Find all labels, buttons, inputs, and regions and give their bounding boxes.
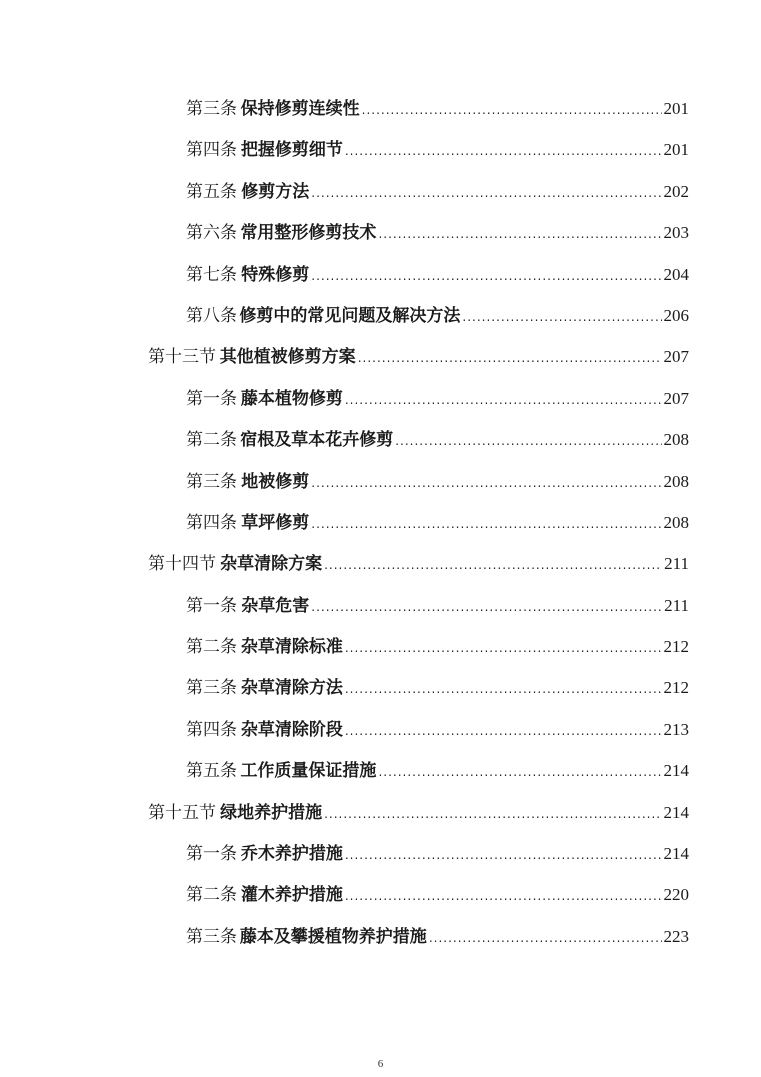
toc-article-entry[interactable] xyxy=(0,585,689,626)
toc-dot-leader xyxy=(345,711,662,752)
toc-entry-page: 206 xyxy=(663,305,689,325)
toc-entry-number: 第十四节 xyxy=(148,554,216,575)
toc-article-entry[interactable] xyxy=(0,667,689,708)
toc-entry-number: 第十三节 xyxy=(148,347,216,368)
toc-dot-leader xyxy=(311,587,662,628)
toc-entry-title: 工作质量保证措施 xyxy=(240,761,377,782)
toc-dot-leader xyxy=(345,669,662,710)
toc-entry-title: 其他植被修剪方案 xyxy=(219,347,356,368)
toc-entry-page: 207 xyxy=(663,347,689,367)
toc-article-entry[interactable] xyxy=(0,916,689,957)
table-of-contents xyxy=(0,88,761,957)
toc-dot-leader xyxy=(345,835,662,876)
toc-entry-number: 第三条 xyxy=(186,678,237,699)
toc-entry-number: 第四条 xyxy=(186,512,237,533)
toc-article-entry[interactable] xyxy=(0,709,689,750)
toc-dot-leader xyxy=(429,918,662,959)
toc-dot-leader xyxy=(345,380,662,421)
toc-entry-title: 藤本植物修剪 xyxy=(240,388,343,409)
toc-dot-leader xyxy=(311,256,661,297)
toc-entry-title: 杂草清除阶段 xyxy=(240,719,343,740)
toc-entry-page: 207 xyxy=(663,388,689,408)
toc-entry-number: 第四条 xyxy=(186,140,237,161)
toc-entry-page: 213 xyxy=(663,719,689,739)
toc-entry-title: 绿地养护措施 xyxy=(220,802,323,823)
toc-entry-title: 草坪修剪 xyxy=(241,512,310,533)
toc-entry-title: 杂草清除方法 xyxy=(240,678,343,699)
toc-entry-page: 223 xyxy=(663,926,689,946)
toc-article-entry[interactable] xyxy=(0,833,689,874)
toc-entry-page: 212 xyxy=(663,678,689,698)
toc-dot-leader xyxy=(324,545,662,586)
toc-entry-title: 修剪方法 xyxy=(241,181,310,202)
toc-entry-page: 214 xyxy=(663,802,689,822)
toc-entry-title: 宿根及草本花卉修剪 xyxy=(240,430,394,451)
toc-article-entry[interactable] xyxy=(0,626,689,667)
toc-entry-title: 常用整形修剪技术 xyxy=(240,223,377,244)
toc-entry-number: 第十五节 xyxy=(148,802,216,823)
toc-dot-leader xyxy=(358,338,662,379)
toc-entry-number: 第四条 xyxy=(186,719,237,740)
toc-entry-title: 乔木养护措施 xyxy=(240,844,343,865)
toc-entry-number: 第八条 xyxy=(186,305,237,326)
toc-entry-number: 第三条 xyxy=(186,99,237,119)
toc-entry-number: 第二条 xyxy=(186,430,237,451)
toc-section-entry[interactable] xyxy=(0,792,689,833)
toc-entry-page: 204 xyxy=(663,264,689,284)
toc-entry-number: 第三条 xyxy=(186,926,237,947)
toc-entry-title: 杂草危害 xyxy=(241,595,310,616)
toc-dot-leader xyxy=(395,421,661,462)
toc-entry-number: 第一条 xyxy=(186,388,237,409)
toc-entry-title: 杂草清除标准 xyxy=(240,637,343,658)
toc-dot-leader xyxy=(362,90,662,131)
toc-entry-number: 第五条 xyxy=(186,181,237,202)
page-number: 6 xyxy=(377,1058,384,1070)
toc-dot-leader xyxy=(378,214,661,255)
toc-dot-leader xyxy=(378,752,661,793)
toc-entry-page: 208 xyxy=(663,471,689,491)
toc-article-entry[interactable] xyxy=(0,295,689,336)
toc-entry-title: 杂草清除方案 xyxy=(220,554,323,575)
toc-entry-page: 202 xyxy=(663,181,689,201)
toc-section-entry[interactable] xyxy=(0,336,689,377)
toc-dot-leader xyxy=(311,173,661,214)
toc-entry-title: 藤本及攀援植物养护措施 xyxy=(239,926,427,947)
toc-entry-number: 第二条 xyxy=(186,637,237,658)
toc-entry-title: 把握修剪细节 xyxy=(240,140,343,161)
toc-entry-title: 特殊修剪 xyxy=(241,264,310,285)
toc-article-entry[interactable] xyxy=(0,874,689,915)
toc-entry-number: 第六条 xyxy=(186,223,237,244)
toc-article-entry[interactable] xyxy=(0,88,689,129)
toc-entry-number: 第三条 xyxy=(186,471,237,492)
toc-entry-page: 212 xyxy=(663,637,689,657)
toc-article-entry[interactable] xyxy=(0,129,689,170)
toc-dot-leader xyxy=(345,628,662,669)
toc-dot-leader xyxy=(345,131,662,172)
toc-entry-page: 211 xyxy=(664,595,689,615)
toc-article-entry[interactable] xyxy=(0,419,689,460)
toc-entry-number: 第二条 xyxy=(186,885,237,906)
toc-entry-title: 灌木养护措施 xyxy=(240,885,343,906)
toc-entry-title: 保持修剪连续性 xyxy=(240,99,360,119)
toc-article-entry[interactable] xyxy=(0,461,689,502)
toc-entry-number: 第一条 xyxy=(186,844,237,865)
toc-article-entry[interactable] xyxy=(0,750,689,791)
toc-section-entry[interactable] xyxy=(0,543,689,584)
toc-entry-title: 地被修剪 xyxy=(241,471,310,492)
toc-entry-number: 第五条 xyxy=(186,761,237,782)
toc-dot-leader xyxy=(311,463,661,504)
toc-article-entry[interactable] xyxy=(0,502,689,543)
toc-dot-leader xyxy=(462,297,661,338)
toc-entry-page: 211 xyxy=(664,554,689,574)
toc-entry-page: 208 xyxy=(663,512,689,532)
toc-entry-page: 220 xyxy=(663,885,689,905)
toc-entry-page: 214 xyxy=(663,761,689,781)
toc-article-entry[interactable] xyxy=(0,171,689,212)
toc-entry-page: 203 xyxy=(663,223,689,243)
toc-entry-title: 修剪中的常见问题及解决方法 xyxy=(239,305,461,326)
toc-article-entry[interactable] xyxy=(0,254,689,295)
toc-entry-page: 214 xyxy=(663,844,689,864)
toc-dot-leader xyxy=(311,504,661,545)
toc-dot-leader xyxy=(345,876,662,917)
toc-entry-number: 第七条 xyxy=(186,264,237,285)
toc-entry-page: 201 xyxy=(663,99,689,118)
toc-article-entry[interactable] xyxy=(0,378,689,419)
toc-article-entry[interactable] xyxy=(0,212,689,253)
toc-dot-leader xyxy=(324,794,661,835)
toc-entry-number: 第一条 xyxy=(186,595,237,616)
toc-entry-page: 208 xyxy=(663,430,689,450)
toc-entry-page: 201 xyxy=(663,140,689,160)
